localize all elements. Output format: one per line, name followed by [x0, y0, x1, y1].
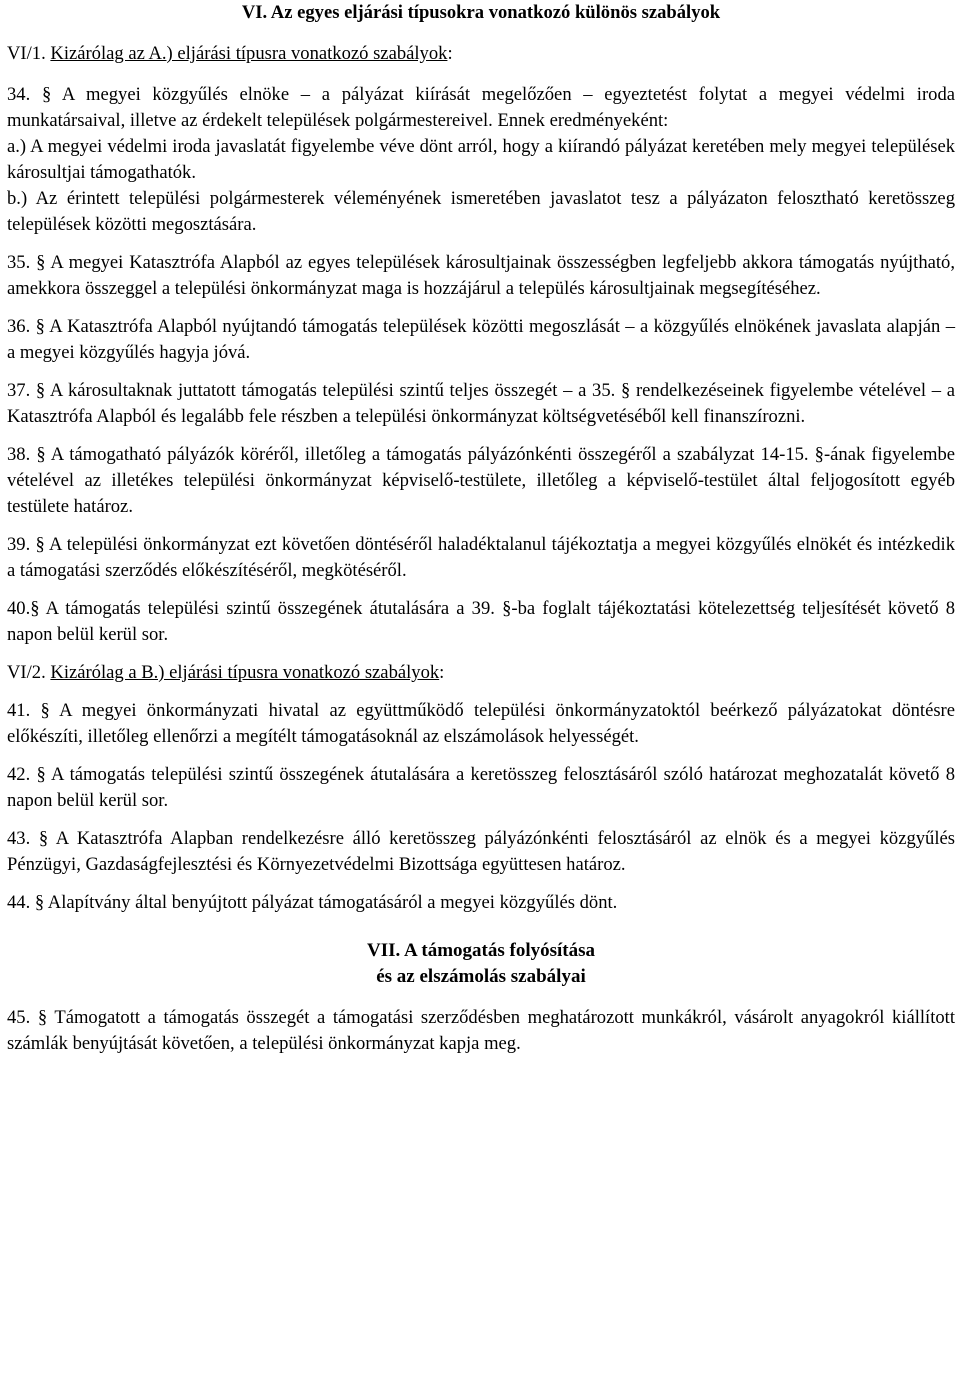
- section-6-1-title: Kizárólag az A.) eljárási típusra vonatkozó szabályok: [50, 43, 448, 64]
- paragraph-43: 43. § A Katasztrófa Alapban rendelkezésre álló keretösszeg pályázónkénti felosztásáról az elnök és a megyei közgyűlés Pénzügyi, Gazdaságfejlesztési és Környezetvédelmi Bizottsága együttesen határoz.: [7, 828, 955, 875]
- section-6-2-prefix: VI/2.: [7, 662, 46, 683]
- paragraph-34-b: b.) Az érintett települési polgármesterek véleményének ismeretében javaslatot tesz a pályázaton felosztható keretösszeg települések közötti megosztására.: [7, 188, 955, 235]
- section-6-2-title: Kizárólag a B.) eljárási típusra vonatkozó szabályok: [50, 662, 440, 683]
- section-6-1-prefix: VI/1.: [7, 43, 46, 64]
- chapter-6-title: VI. Az egyes eljárási típusokra vonatkozó különös szabályok: [241, 2, 721, 23]
- paragraph-34-a: a.) A megyei védelmi iroda javaslatát figyelembe véve dönt arról, hogy a kiírandó pályázat keretében mely megyei települések károsultjai támogathatók.: [7, 136, 955, 183]
- paragraph-35: 35. § A megyei Katasztrófa Alapból az egyes települések károsultjainak összességben legfeljebb akkora támogatás nyújtható, amekkora összeggel a települési önkormányzat maga is hozzájárul a település károsultjainak megsegítéséhez.: [7, 252, 955, 299]
- paragraph-40: 40.§ A támogatás települési szintű összegének átutalására a 39. §-ba foglalt tájékoztatási kötelezettség teljesítését követő 8 napon belül kerül sor.: [7, 598, 955, 645]
- paragraph-34: 34. § A megyei közgyűlés elnöke – a pályázat kiírását megelőzően – egyeztetést folytat a megyei védelmi iroda munkatársaival, illetve az érdekelt települések polgármestereivel. Ennek eredményeként:: [7, 84, 955, 131]
- section-6-1-heading: [7, 41, 955, 67]
- paragraph-44: 44. § Alapítvány által benyújtott pályázat támogatásáról a megyei közgyűlés dönt.: [7, 892, 618, 913]
- chapter-7-title-line-1: VII. A támogatás folyósítása: [366, 940, 595, 961]
- paragraph-36: 36. § A Katasztrófa Alapból nyújtandó támogatás települések közötti megoszlását – a közgyűlés elnökének javaslata alapján – a megyei közgyűlés hagyja jóvá.: [7, 316, 955, 363]
- paragraph-41: 41. § A megyei önkormányzati hivatal az együttműködő települési önkormányzatoktól beérkező pályázatokat döntésre előkészíti, illetőleg ellenőrzi a megítélt támogatásoknál az elszámolások helyességét.: [7, 700, 955, 747]
- section-6-1-suffix: :: [447, 43, 453, 64]
- paragraph-45: 45. § Támogatott a támogatás összegét a támogatási szerződésben meghatározott munkákról, vásárolt anyagokról kiállított számlák benyújtását követően, a települési önkormányzat kapja meg.: [7, 1007, 955, 1054]
- paragraph-37: 37. § A károsultaknak juttatott támogatás települési szintű teljes összegét – a 35. § rendelkezéseinek figyelembe vételével – a Katasztrófa Alapból és legalább fele részben a települési önkormányzat költségvetéséből kell finanszírozni.: [7, 380, 955, 427]
- chapter-7-title-line-2: és az elszámolás szabályai: [376, 966, 586, 987]
- paragraph-39: 39. § A települési önkormányzat ezt követően döntéséről haladéktalanul tájékoztatja a megyei közgyűlés elnökét és intézkedik a támogatási szerződés előkészítéséről, megkötéséről.: [7, 534, 955, 581]
- paragraph-38: 38. § A támogatható pályázók köréről, illetőleg a támogatás pályázónkénti összegéről a szabályzat 14-15. §-ának figyelembe vételével az illetékes települési önkormányzat képviselő-testülete, illetőleg a képviselő-testület által feljogosított egyéb testülete határoz.: [7, 444, 955, 517]
- section-6-2-heading: [7, 660, 955, 686]
- section-6-2-suffix: :: [439, 662, 445, 683]
- document-page: [7, 0, 955, 1057]
- paragraph-42: 42. § A támogatás települési szintű összegének átutalására a keretösszeg felosztásáról szóló határozat meghozatalát követő 8 napon belül kerül sor.: [7, 764, 955, 811]
